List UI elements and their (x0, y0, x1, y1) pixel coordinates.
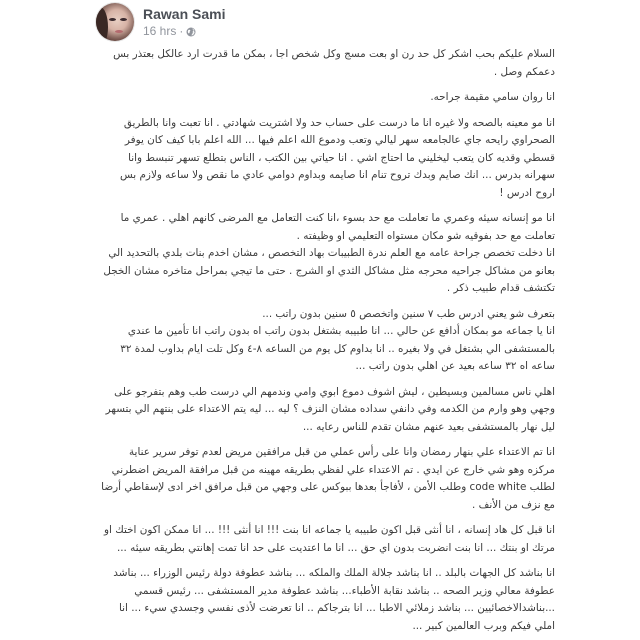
post-paragraph: انا مو معينه بالصحه ولا غيره انا ما درست على حساب حد ولا اشتريت شهادتي . انا تعبت وانا بالطريق الصحراوي رايحه جاي عالجامعه سهر ليالي وتعب ودموع الله اعلم فيها ... الله اعلم بابا كيف كان يوفر قسطي وقديه كان يتعب ليخليني ما احتاج اشي . انا حياتي بين الكتب ، الناس بتطلع تسهر تنبسط وانا سهرانه بدرس ... انك صايم وبدك تروح تنام انا صايمه وبداوم دوامي عادي ما نقص ولا ساعه ولازم بس اروح ادرس ! (120, 116, 555, 199)
post-paragraph: انا دخلت تخصص جراحة عامه مع العلم ندرة الطبيبات بهاد التخصص ، مشان اخدم بنات بلدي بالتحديد الي بعانو من مشاكل جراحيه محرجه مثل مشاكل الثدي او الشرج . حتى ما تيجي بمراحل متاخره مشان الخجل تكتشف قدام طبيب ذكر . (103, 247, 555, 294)
post-paragraph: انا مو إنسانه سيئه وعمري ما تعاملت مع حد بسوء ،انا كنت التعامل مع المرضى كانهم اهلي . عمري ما تعاملت مع حد بفوقيه شو مكان مستواه التعليمي او وظيفته . (120, 212, 555, 242)
post-body (100, 46, 555, 640)
post-header (96, 2, 225, 42)
avatar-lips (115, 30, 123, 33)
post-meta (143, 6, 225, 39)
post-paragraph: انا بناشد كل الجهات بالبلد .. انا بناشد جلالة الملك والملكه ... بناشد عطوفة دولة رئيس الوزراء ... بناشد عطوفة معالي وزير الصحه .. بناشد نقابة الأطباء... بناشد عطوفة مدير المستشفى ... رئيس قسمي ...بناشدالاخصائيين ... بناشد زملائي الاطبا ... انا بترجاكم .. انا تعرضت لأذى نفسي وجسدي سيء ... انا املي فيكم وبرب العالمين كبير ... (113, 567, 555, 632)
post-paragraph: انا روان سامي مقيمة جراحه. (430, 91, 555, 103)
post-time-row (143, 24, 225, 39)
avatar[interactable] (96, 3, 134, 41)
separator-dot: · (179, 23, 184, 38)
author-name[interactable]: Rawan Sami (143, 5, 226, 22)
globe-icon[interactable] (186, 26, 196, 36)
avatar-eye (120, 18, 127, 21)
avatar-hair (96, 7, 108, 41)
post-timestamp[interactable]: 16 hrs (143, 23, 177, 38)
post-paragraph: انا تم الاعتداء علي بنهار رمضان وانا على رأس عملي من قبل مرافقين مريض لعدم توفر سرير عناية مركزه وهو شي خارج عن ايدي . تم الاعتداء علي لفظي بطريقه مهينه من قبل مرافقة المريض اضطرني لطلب code white وطلب الأمن ، لأفاجأ بعدها ببوكس على وجهي من قبل مرافق اخر ادى لإسقاطي أرضا مع نزف من الأنف . (101, 446, 555, 511)
post-paragraph: اهلي ناس مسالمين وبسيطين ، ليش اشوف دموع ابوي وامي وندمهم الي درست طب وهم بتفرجو على وجهي وهو وارم من الكدمه وفي دانفي سداده مشان النزف ؟ ليه ... ليه يتم الاعتداء على بنتهم الي بتسهر ليل نهار بالمستشفى بعيد عنهم مشان تقدم للناس رعايه ... (105, 385, 555, 433)
post-paragraph: بتعرف شو يعني ادرس طب ٧ سنين واتخصص ٥ سنين بدون راتب ... (262, 307, 555, 320)
post-paragraph: السلام عليكم بحب اشكر كل حد رن او بعت مسج وكل شخص اجا ، بمكن ما قدرت ارد عالكل بعتذر بس دعمكم وصل . (113, 48, 555, 78)
avatar-eye (109, 18, 116, 21)
post-paragraph: انا قبل كل هاد إنسانه ، انا أنثى قبل اكون طبيبه يا جماعه انا بنت !!! انا أنثى !!! ... انا ممكن اكون اختك او مرتك او بنتك ... انا بنت انضربت بدون اي حق ... انا ما اعتديت على حد انا تمت إهانتي بطريقه سيئه ... (104, 524, 555, 554)
post-paragraph: انا يا جماعه مو بمكان أدافع عن حالي ... انا طبيبه بشتغل بدون راتب اه بدون راتب انا تأمين ما عندي بالمستشفى الي بشتغل في ولا بغيره .. انا بداوم كل يوم من الساعه ٨-٤ وكل تلت ايام بداوب لمدة ٣٢ ساعه اه ٣٢ ساعه بعيد عن اهلي بدون راتب ... (120, 325, 555, 372)
